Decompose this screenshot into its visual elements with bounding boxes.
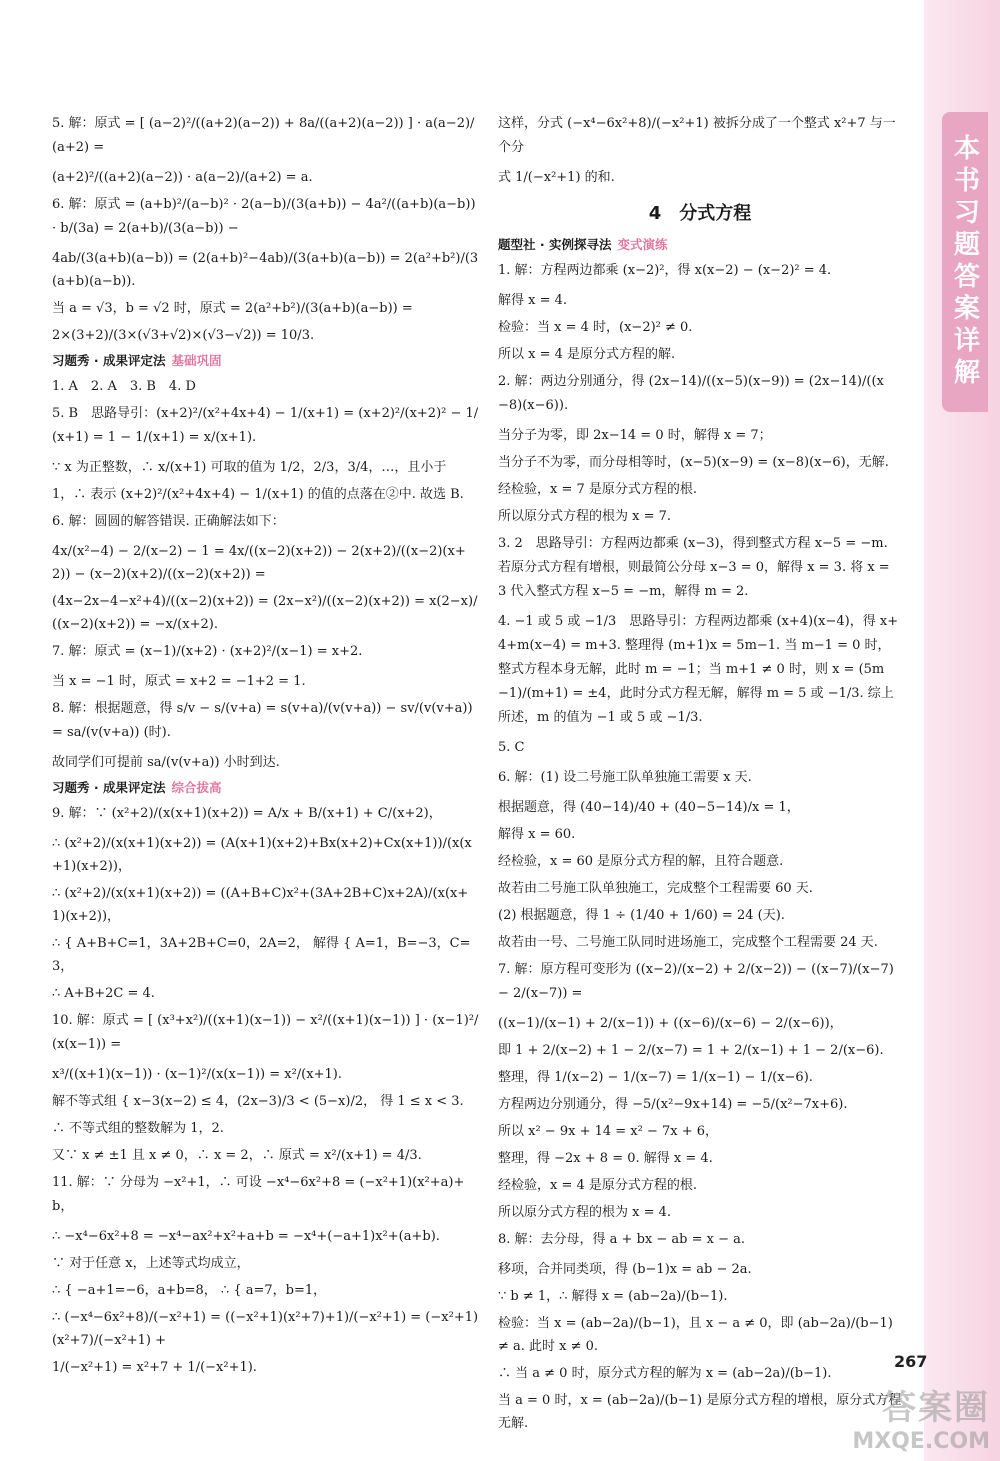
left-column (52, 112, 480, 1383)
a6-line3: (4x−2x−4−x²+4)/((x−2)(x+2)) = (2x−x²)/((x−2)(x+2)) = x(2−x)/((x−2)(x+2)) = −x/(x+2). (52, 594, 478, 632)
b6-line5: 故若由二号施工队单独施工，完成整个工程需要 60 天. (498, 881, 813, 896)
b6-line3: 解得 x = 60. (498, 827, 576, 842)
b2-line3: 当分子不为零，而分母相等时，(x−5)(x−9) = (x−8)(x−6)，无解. (498, 455, 889, 470)
watermark (790, 1380, 990, 1454)
a11-line2: ∴ −x⁴−6x²+8 = −x⁴−ax²+x²+a+b = −x⁴+(−a+1)x²+(a+b). (52, 1229, 440, 1244)
watermark-logo: 答案圈 (882, 1388, 990, 1428)
b8-line5: ∴ 当 a ≠ 0 时，原分式方程的解为 x = (ab−2a)/(b−1). (498, 1366, 832, 1381)
b7-line6: 所以 x² − 9x + 14 = x² − 7x + 6， (498, 1124, 719, 1139)
section-heading-basic (52, 351, 480, 371)
section-label: 习题秀 · 成果评定法 (52, 780, 166, 795)
b6-line1: 6. 解：(1) 设二号施工队单独施工需要 x 天. (498, 770, 752, 785)
answers-1-4: 1. A 2. A 3. B 4. D (52, 379, 196, 394)
b1-line1: 1. 解：方程两边都乘 (x−2)²，得 x(x−2) − (x−2)² = 4. (498, 263, 832, 278)
q6-line4: 2×(3+2)/(3×(√3+√2)×(√3−√2)) = 10/3. (52, 328, 315, 343)
a8-line2: 故同学们可提前 sa/(v(v+a)) 小时到达. (52, 755, 280, 770)
a10-line3: 解不等式组 { x−3(x−2) ≤ 4，(2x−3)/3 < (5−x)/2， 得 1 ≤ x < 3. (52, 1094, 464, 1109)
chapter-title: 4 分式方程 (648, 203, 752, 224)
b7-line1: 7. 解：原方程可变形为 ((x−2)/(x−2) + 2/(x−2)) − ((x−7)/(x−7) − 2/(x−7)) = (498, 962, 894, 1001)
a10-line1: 10. 解：原式 = [ (x³+x²)/((x+1)(x−1)) − x²/((x+1)(x−1)) ] · (x−1)²/(x(x−1)) = (52, 1013, 479, 1052)
a11-line3: ∵ 对于任意 x，上述等式均成立， (52, 1256, 250, 1271)
right-column (498, 112, 902, 1439)
section-label: 题型社 · 实例探寻法 (498, 237, 612, 252)
b7-line8: 经检验，x = 4 是原分式方程的根. (498, 1178, 698, 1193)
b7-line9: 所以原分式方程的根为 x = 4. (498, 1205, 672, 1220)
a10-line4: ∴ 不等式组的整数解为 1，2. (52, 1121, 224, 1136)
b8-line3: ∵ b ≠ 1，∴ 解得 x = (ab−2a)/(b−1). (498, 1289, 728, 1304)
b1-line4: 所以 x = 4 是原分式方程的解. (498, 347, 676, 362)
sidebar-title: 本书习题答案详解 (949, 134, 980, 390)
a5-line1: 5. B 思路导引：(x+2)²/(x²+4x+4) − 1/(x+1) = (x+2)²/(x+2)² − 1/(x+1) = 1 − 1/(x+1) = x/(x+1). (52, 406, 479, 445)
b1-line3: 检验：当 x = 4 时，(x−2)² ≠ 0. (498, 320, 693, 335)
b7-line3: 即 1 + 2/(x−2) + 1 − 2/(x−7) = 1 + 2/(x−1) + 1 − 2/(x−6). (498, 1043, 884, 1058)
b7-line2: ((x−1)/(x−1) + 2/(x−1)) + ((x−6)/(x−6) − 2/(x−6))， (498, 1016, 843, 1031)
section-label: 习题秀 · 成果评定法 (52, 353, 166, 368)
b2-line2: 当分子为零，即 2x−14 = 0 时，解得 x = 7； (498, 428, 772, 443)
page-number: 267 (894, 1352, 928, 1371)
b8-line4: 检验：当 x = (ab−2a)/(b−1)，且 x − a ≠ 0，即 (ab−2a)/(b−1) ≠ a. 此时 x ≠ 0. (498, 1316, 893, 1354)
section-tag: 变式演练 (617, 237, 668, 252)
b7-line7: 整理，得 −2x + 8 = 0. 解得 x = 4. (498, 1151, 713, 1166)
b5: 5. C (498, 740, 525, 755)
a6-line1: 6. 解：圆圆的解答错误. 正确解法如下： (52, 514, 285, 529)
a9-line2: ∴ (x²+2)/(x(x+1)(x+2)) = (A(x+1)(x+2)+Bx(x+2)+Cx(x+1))/(x(x+1)(x+2))， (52, 836, 472, 874)
b8-line1: 8. 解：去分母，得 a + bx − ab = x − a. (498, 1232, 745, 1247)
b4: 4. −1 或 5 或 −1/3 思路导引：方程两边都乘 (x+4)(x−4)，得 x+4+m(x−4) = m+3. 整理得 (m+1)x = 5m−1. 当 m−1 = 0 时，整式方程本身无解，此时 m = −1；当 m+1 ≠ 0 时，则 x = (5m−1)/(m+1) = ±4，此时分式方程无解，解得 m = 5 或 −1/3. 综上所述，m 的值为 −1 或 5 或 −1/3. (498, 614, 899, 725)
a9-line5: ∴ A+B+2C = 4. (52, 986, 155, 1001)
a11-line6: 1/(−x²+1) = x²+7 + 1/(−x²+1). (52, 1360, 257, 1375)
a11-line4: ∴ { −a+1=−6，a+b=8， ∴ { a=7，b=1， (52, 1283, 327, 1298)
b1-line2: 解得 x = 4. (498, 293, 568, 308)
b8-line2: 移项，合并同类项，得 (b−1)x = ab − 2a. (498, 1262, 752, 1277)
b8-line6: 当 a = 0 时，x = (ab−2a)/(b−1) 是原分式方程的增根，原分式方程无解. (498, 1393, 902, 1431)
b2-line1: 2. 解：两边分别通分，得 (2x−14)/((x−5)(x−9)) = (2x−14)/((x−8)(x−6)). (498, 374, 884, 413)
a9-line1: 9. 解：∵ (x²+2)/(x(x+1)(x+2)) = A/x + B/(x+1) + C/(x+2)， (52, 806, 442, 821)
section-heading-examples (498, 235, 902, 255)
q5-line2: (a+2)²/((a+2)(a−2)) · a(a−2)/(a+2) = a. (52, 170, 313, 185)
a8-line1: 8. 解：根据题意，得 s/v − s/(v+a) = s(v+a)/(v(v+a)) − sv/(v(v+a)) = sa/(v(v+a)) (时). (52, 701, 473, 740)
b2-line5: 所以原分式方程的根为 x = 7. (498, 509, 672, 524)
sidebar-title-tab (942, 112, 988, 412)
b7-line5: 方程两边分别通分，得 −5/(x²−9x+14) = −5/(x²−7x+6). (498, 1097, 848, 1112)
a9-line3: ∴ (x²+2)/(x(x+1)(x+2)) = ((A+B+C)x²+(3A+2B+C)x+2A)/(x(x+1)(x+2))， (52, 886, 469, 924)
b3: 3. 2 思路导引：方程两边都乘 (x−3)，得到整式方程 x−5 = −m. 若原分式方程有增根，则最简公分母 x−3 = 0，解得 x = 3. 将 x = 3 代入整式方程 x−5 = −m，解得 m = 2. (498, 536, 890, 599)
q6-line2: 4ab/(3(a+b)(a−b)) = (2(a+b)²−4ab)/(3(a+b)(a−b)) = 2(a²+b²)/(3(a+b)(a−b)). (52, 251, 479, 289)
section-heading-advanced (52, 778, 480, 798)
a6-line2: 4x/(x²−4) − 2/(x−2) − 1 = 4x/((x−2)(x+2)) − 2(x+2)/((x−2)(x+2)) − (x−2)(x+2)/((x−2)(x+2)) = (52, 544, 466, 582)
q6-line1: 6. 解：原式 = (a+b)²/(a−b)² · 2(a−b)/(3(a+b)) − 4a²/((a+b)(a−b)) · b/(3a) = 2(a+b)/(3(a−b)) − (52, 197, 476, 236)
b6-line6: (2) 根据题意，得 1 ÷ (1/40 + 1/60) = 24 (天). (498, 908, 785, 923)
b2-line4: 经检验，x = 7 是原分式方程的根. (498, 482, 698, 497)
c-line1: 这样，分式 (−x⁴−6x²+8)/(−x²+1) 被拆分成了一个整式 x²+7 与一个分 (498, 116, 896, 155)
a10-line2: x³/((x+1)(x−1)) · (x−1)²/(x(x−1)) = x²/(x+1). (52, 1067, 342, 1082)
a10-line5: 又∵ x ≠ ±1 且 x ≠ 0，∴ x = 2，∴ 原式 = x²/(x+1) = 4/3. (52, 1148, 422, 1163)
a11-line5: ∴ (−x⁴−6x²+8)/(−x²+1) = ((−x²+1)(x²+7)+1)/(−x²+1) = (−x²+1)(x²+7)/(−x²+1) + (52, 1310, 479, 1348)
section-tag: 综合拔高 (171, 780, 222, 795)
b6-line2: 根据题意，得 (40−14)/40 + (40−5−14)/x = 1， (498, 800, 800, 815)
c-line2: 式 1/(−x²+1) 的和. (498, 170, 615, 185)
q6-line3: 当 a = √3，b = √2 时，原式 = 2(a²+b²)/(3(a+b)(a−b)) = (52, 301, 413, 316)
a9-line4: ∴ { A+B+C=1，3A+2B+C=0，2A=2， 解得 { A=1，B=−3，C=3， (52, 936, 471, 974)
a7-line2: 当 x = −1 时，原式 = x+2 = −1+2 = 1. (52, 674, 306, 689)
section-tag: 基础巩固 (171, 353, 222, 368)
a7-line1: 7. 解：原式 = (x−1)/(x+2) · (x+2)²/(x−1) = x+2. (52, 644, 363, 659)
a5-line3: 1，∴ 表示 (x+2)²/(x²+4x+4) − 1/(x+1) 的值的点落在②中. 故选 B. (52, 487, 464, 502)
q5-line1: 5. 解：原式 = [ (a−2)²/((a+2)(a−2)) + 8a/((a+2)(a−2)) ] · a(a−2)/(a+2) = (52, 116, 475, 155)
b6-line7: 故若由一号、二号施工队同时进场施工，完成整个工程需要 24 天. (498, 935, 878, 950)
watermark-site: MXQE.COM (852, 1429, 990, 1454)
b7-line4: 整理，得 1/(x−2) − 1/(x−7) = 1/(x−1) − 1/(x−6). (498, 1070, 813, 1085)
a11-line1: 11. 解：∵ 分母为 −x²+1，∴ 可设 −x⁴−6x²+8 = (−x²+1)(x²+a)+b， (52, 1175, 465, 1214)
a5-line2: ∵ x 为正整数，∴ x/(x+1) 可取的值为 1/2，2/3，3/4，…，且小于 (52, 460, 447, 475)
b6-line4: 经检验，x = 60 是原分式方程的解，且符合题意. (498, 854, 784, 869)
